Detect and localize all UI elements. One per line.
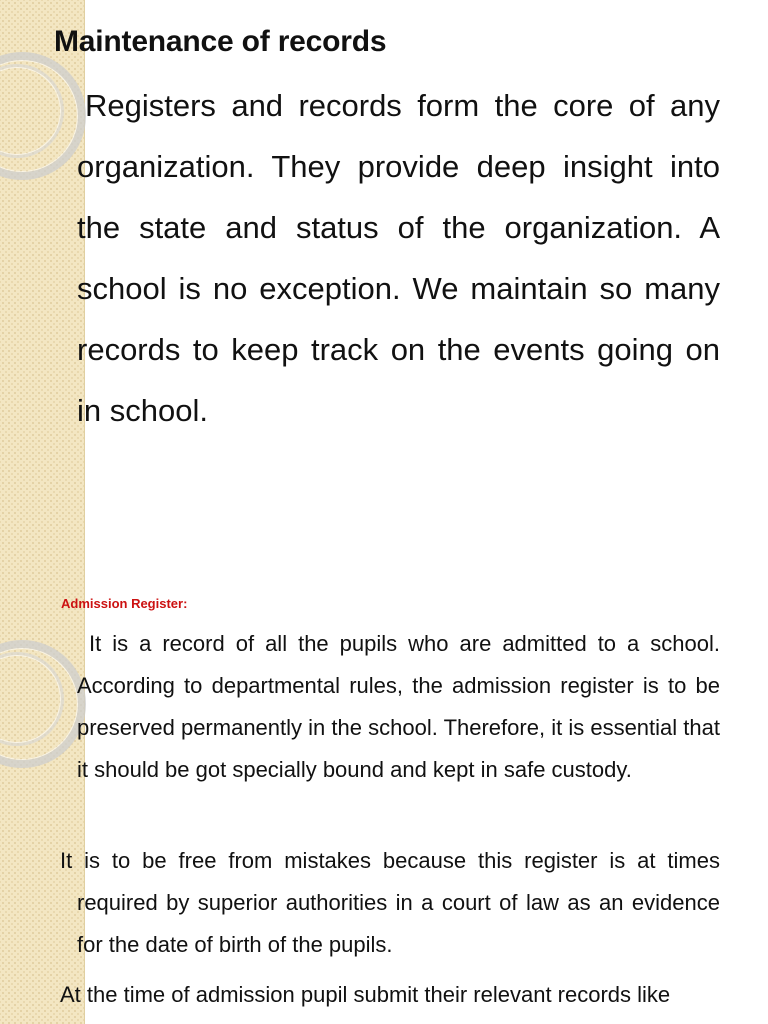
slide-body-content: Registers and records form the core of any organization. They provide deep insight into the state and status of the organization. A school is no exception. We maintain so many records to keep track on the events going on in school. (77, 88, 720, 428)
paragraph-free-from-mistakes: It is to be free from mistakes because this register is at times required by superior authorities in a court of law as an evidence for the date of birth of the pupils. (60, 848, 720, 957)
section-heading: Admission Register: (61, 596, 188, 611)
slide-admission-register (0, 576, 768, 1024)
paragraph-content: It is a record of all the pupils who are admitted to a school. According to departmental rules, the admission register is to be preserved permanently in the school. Therefore, it is essential that it should be got specially bound and kept in safe custody. (77, 631, 720, 782)
slide-body-text (77, 75, 720, 441)
paragraph-time-of-admission: At the time of admission pupil submit their relevant records like (60, 982, 671, 1007)
slide-title: Maintenance of records (54, 25, 387, 58)
paragraph-record-of-pupils (77, 623, 720, 791)
